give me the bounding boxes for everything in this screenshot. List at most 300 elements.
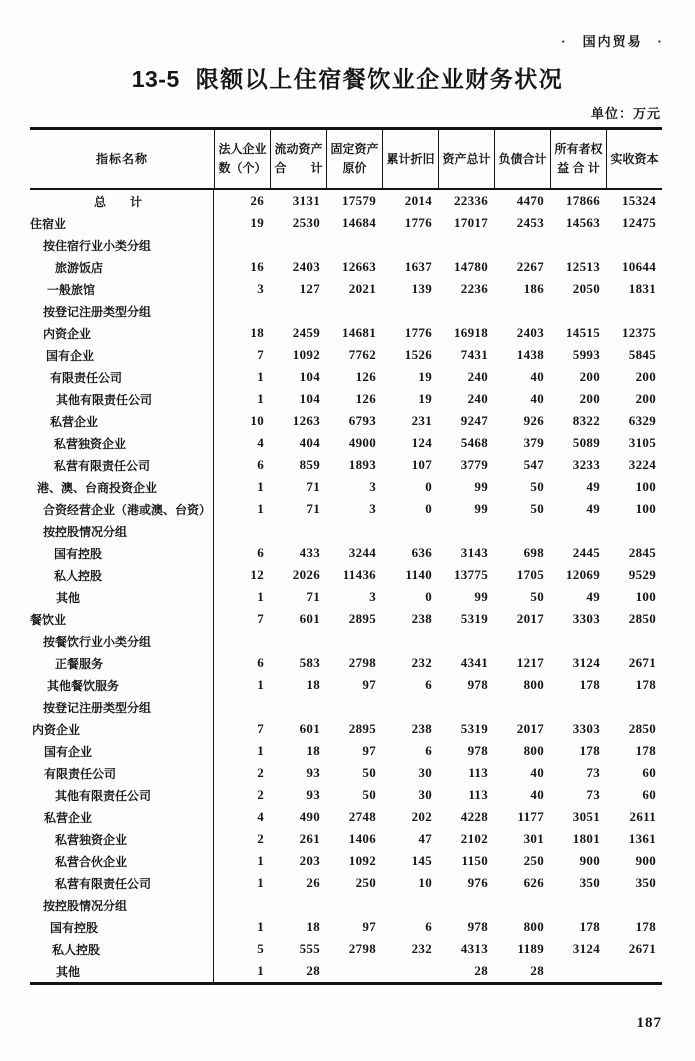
value-cell: 145 [411,853,432,868]
value-cell: 107 [411,457,432,472]
value-cell: 301 [523,831,544,846]
table-row [30,674,662,696]
value-cell: 1 [257,501,264,516]
value-cell: 7762 [348,347,376,362]
value-cell [326,300,382,322]
value-cell: 6 [425,919,432,934]
column-header-line: 流动资产 [274,142,323,157]
value-cell: 113 [468,787,488,802]
value-cell: 126 [355,391,376,406]
column-header-line: 固定资产 [330,142,379,157]
value-cell: 50 [530,589,544,604]
value-cell: 2014 [404,193,432,208]
value-cell: 73 [586,765,600,780]
row-label: 住宿业 [30,212,214,234]
value-cell: 2236 [460,281,488,296]
row-label: 私营企业 [30,410,214,432]
value-cell: 636 [411,545,432,560]
value-cell: 1526 [404,347,432,362]
value-cell: 1150 [461,853,488,868]
table-row [30,322,662,344]
value-cell: 3233 [572,457,600,472]
value-cell: 1 [257,963,264,978]
value-cell: 28 [474,963,488,978]
value-cell: 9529 [628,567,656,582]
row-label: 私营企业 [30,806,214,828]
value-cell: 4900 [348,435,376,450]
value-cell: 178 [579,677,600,692]
value-cell: 1406 [348,831,376,846]
value-cell: 126 [355,369,376,384]
value-cell: 71 [306,501,320,516]
value-cell [270,696,326,718]
row-label: 正餐服务 [30,652,214,674]
value-cell: 232 [411,941,432,956]
page-title [0,61,695,94]
row-label: 其他有限责任公司 [30,784,214,806]
row-label: 合资经营企业（港或澳、台资） [30,498,214,520]
column-header-line: 原价 [342,161,367,175]
value-cell: 3 [369,501,376,516]
value-cell [438,234,494,256]
value-cell: 800 [523,677,544,692]
value-cell: 0 [425,501,432,516]
row-label: 国有企业 [30,740,214,762]
column-header-line: 所有者权 [554,142,603,157]
value-cell: 1 [257,677,264,692]
value-cell: 3303 [572,721,600,736]
value-cell: 9247 [460,413,488,428]
value-cell: 698 [523,545,544,560]
value-cell: 6 [425,677,432,692]
value-cell [270,300,326,322]
value-cell: 231 [411,413,432,428]
value-cell: 1776 [404,325,432,340]
table-row [30,894,662,916]
value-cell: 1 [257,919,264,934]
unit-label: 单位：万元 [590,106,661,121]
value-cell: 12513 [566,259,600,274]
value-cell: 2017 [516,611,544,626]
value-cell: 978 [467,743,488,758]
row-label: 内资企业 [30,322,214,344]
value-cell: 16918 [454,325,488,340]
row-label: 私营合伙企业 [30,850,214,872]
column-header-line: 合 计 [274,161,323,175]
value-cell [606,300,662,322]
value-cell [382,696,438,718]
column-header [270,130,326,188]
table-row [30,234,662,256]
value-cell: 5319 [460,611,488,626]
value-cell [382,520,438,542]
column-header-line: 累计折旧 [386,151,435,166]
value-cell: 2 [257,831,264,846]
value-cell: 1831 [628,281,656,296]
value-cell: 1 [257,369,264,384]
row-label: 私营独资企业 [30,828,214,850]
value-cell: 2798 [348,655,376,670]
value-cell: 1 [257,743,264,758]
value-cell: 97 [362,919,376,934]
row-label: 总 计 [30,190,214,212]
value-cell [606,696,662,718]
value-cell: 93 [306,787,320,802]
value-cell: 178 [635,919,656,934]
value-cell: 900 [579,853,600,868]
value-cell [438,630,494,652]
value-cell: 12375 [622,325,656,340]
table-row [30,520,662,542]
value-cell [550,630,606,652]
value-cell: 2611 [629,809,656,824]
column-header [606,130,662,188]
value-cell: 4 [257,809,264,824]
value-cell [382,894,438,916]
table-row [30,256,662,278]
value-cell: 240 [467,391,488,406]
value-cell: 13775 [454,567,488,582]
value-cell: 124 [411,435,432,450]
value-cell: 490 [299,809,320,824]
value-cell: 601 [299,721,320,736]
value-cell: 97 [362,677,376,692]
value-cell: 350 [635,875,656,890]
value-cell: 3779 [460,457,488,472]
value-cell: 28 [306,963,320,978]
value-cell: 2 [257,787,264,802]
value-cell: 261 [299,831,320,846]
column-header-line: 数（个） [218,161,267,175]
value-cell: 5089 [572,435,600,450]
table-row [30,938,662,960]
table-row [30,476,662,498]
value-cell: 200 [579,391,600,406]
column-header-line: 指标名称 [95,151,148,166]
value-cell: 555 [299,941,320,956]
table-row [30,696,662,718]
value-cell: 17017 [454,215,488,230]
table-row [30,212,662,234]
value-cell: 71 [306,589,320,604]
value-cell: 17579 [342,193,376,208]
value-cell: 7 [257,721,264,736]
table-body [30,190,662,982]
value-cell: 19 [250,215,264,230]
table-row [30,410,662,432]
value-cell: 40 [530,765,544,780]
value-cell [326,696,382,718]
value-cell: 1801 [572,831,600,846]
row-label: 私营有限责任公司 [30,454,214,476]
value-cell: 10 [418,875,432,890]
value-cell [382,300,438,322]
value-cell: 2850 [628,611,656,626]
table-row [30,806,662,828]
value-cell: 3143 [460,545,488,560]
value-cell: 900 [635,853,656,868]
value-cell: 47 [418,831,432,846]
value-cell: 1776 [404,215,432,230]
value-cell: 7431 [460,347,488,362]
row-label: 按住宿行业小类分组 [30,234,214,256]
value-cell: 178 [635,677,656,692]
table-row [30,872,662,894]
value-cell: 6 [257,457,264,472]
value-cell: 202 [411,809,432,824]
value-cell: 1 [257,853,264,868]
value-cell: 26 [306,875,320,890]
value-cell: 22336 [454,193,488,208]
value-cell: 978 [467,919,488,934]
table-row [30,542,662,564]
table-row [30,960,662,982]
value-cell [550,960,606,982]
value-cell: 100 [635,479,656,494]
value-cell: 100 [635,589,656,604]
value-cell: 186 [523,281,544,296]
column-header [214,130,270,188]
value-cell: 49 [586,479,600,494]
row-label: 国有控股 [30,542,214,564]
row-label: 其他有限责任公司 [30,388,214,410]
value-cell: 800 [523,919,544,934]
row-label: 餐饮业 [30,608,214,630]
row-label: 有限责任公司 [30,762,214,784]
value-cell: 1 [257,479,264,494]
row-label: 按餐饮行业小类分组 [30,630,214,652]
value-cell [550,234,606,256]
table-row [30,190,662,212]
value-cell: 28 [530,963,544,978]
value-cell [438,520,494,542]
value-cell: 19 [418,391,432,406]
value-cell: 3303 [572,611,600,626]
value-cell: 1263 [292,413,320,428]
value-cell: 113 [468,765,488,780]
value-cell: 18 [306,743,320,758]
value-cell [494,234,550,256]
value-cell [326,520,382,542]
value-cell: 30 [418,765,432,780]
value-cell: 626 [523,875,544,890]
value-cell: 99 [474,501,488,516]
row-label: 国有控股 [30,916,214,938]
value-cell [550,696,606,718]
value-cell [550,520,606,542]
value-cell [326,894,382,916]
value-cell: 26 [250,193,264,208]
table-row [30,454,662,476]
table-row [30,432,662,454]
value-cell: 12069 [566,567,600,582]
row-label: 私营独资企业 [30,432,214,454]
column-header-line: 法人企业 [218,142,267,157]
value-cell: 139 [411,281,432,296]
value-cell: 60 [642,787,656,802]
value-cell: 238 [411,721,432,736]
value-cell: 60 [642,765,656,780]
table-row [30,828,662,850]
table-row [30,498,662,520]
value-cell: 49 [586,501,600,516]
value-cell: 2895 [348,721,376,736]
value-cell: 104 [299,391,320,406]
table-row [30,366,662,388]
value-cell: 99 [474,589,488,604]
value-cell: 0 [425,479,432,494]
value-cell: 5468 [460,435,488,450]
value-cell: 6 [257,545,264,560]
value-cell: 978 [467,677,488,692]
value-cell: 40 [530,391,544,406]
row-label: 一般旅馆 [30,278,214,300]
value-cell [438,300,494,322]
value-cell: 3105 [628,435,656,450]
value-cell [382,960,438,982]
value-cell: 178 [635,743,656,758]
value-cell: 14563 [566,215,600,230]
value-cell: 859 [299,457,320,472]
column-header [438,130,494,188]
table-row [30,608,662,630]
value-cell: 2453 [516,215,544,230]
value-cell: 97 [362,743,376,758]
table-row [30,630,662,652]
value-cell [214,234,270,256]
value-cell: 127 [299,281,320,296]
value-cell: 240 [467,369,488,384]
row-label: 其他 [30,586,214,608]
value-cell: 93 [306,765,320,780]
value-cell [438,894,494,916]
value-cell: 3 [257,281,264,296]
value-cell [214,520,270,542]
value-cell: 1177 [517,809,544,824]
value-cell: 1705 [516,567,544,582]
value-cell: 8322 [572,413,600,428]
value-cell: 5845 [628,347,656,362]
value-cell: 2845 [628,545,656,560]
column-header-indicator-name [30,130,214,188]
value-cell [326,234,382,256]
value-cell: 11436 [342,567,376,582]
value-cell: 1893 [348,457,376,472]
value-cell: 3 [369,589,376,604]
value-cell: 73 [586,787,600,802]
value-cell: 2102 [460,831,488,846]
value-cell: 6 [257,655,264,670]
table-row [30,740,662,762]
column-header-line: 益 合 计 [557,161,600,175]
value-cell: 2403 [292,259,320,274]
row-label: 旅游饭店 [30,256,214,278]
value-cell: 178 [579,743,600,758]
row-label: 私人控股 [30,938,214,960]
column-header [382,130,438,188]
value-cell: 71 [306,479,320,494]
value-cell: 200 [635,369,656,384]
value-cell: 1092 [292,347,320,362]
value-cell: 15324 [622,193,656,208]
row-label: 按控股情况分组 [30,520,214,542]
value-cell: 10644 [622,259,656,274]
value-cell: 18 [306,919,320,934]
table-row [30,344,662,366]
value-cell [270,894,326,916]
value-cell: 1 [257,875,264,890]
value-cell: 3224 [628,457,656,472]
value-cell: 3051 [572,809,600,824]
row-label: 私人控股 [30,564,214,586]
value-cell: 18 [306,677,320,692]
value-cell: 2017 [516,721,544,736]
value-cell: 19 [418,369,432,384]
value-cell: 2050 [572,281,600,296]
table-row [30,300,662,322]
value-cell: 250 [355,875,376,890]
value-cell: 800 [523,743,544,758]
column-header-line: 资产总计 [442,151,491,166]
table-row [30,564,662,586]
value-cell: 99 [474,479,488,494]
table-row [30,762,662,784]
table-number: 13-5 [131,66,180,92]
value-cell: 12663 [342,259,376,274]
row-label: 其他餐饮服务 [30,674,214,696]
value-cell: 2021 [348,281,376,296]
table-row [30,388,662,410]
value-cell [214,696,270,718]
value-cell [270,630,326,652]
value-cell: 2850 [628,721,656,736]
value-cell: 5319 [460,721,488,736]
table-header-row [30,130,662,190]
value-cell: 379 [523,435,544,450]
financial-table [30,127,662,985]
value-cell: 2403 [516,325,544,340]
value-cell [606,894,662,916]
value-cell: 2459 [292,325,320,340]
value-cell: 350 [579,875,600,890]
value-cell: 1217 [516,655,544,670]
table-row [30,784,662,806]
value-cell: 4470 [516,193,544,208]
value-cell [438,696,494,718]
value-cell: 3124 [572,941,600,956]
value-cell: 16 [250,259,264,274]
value-cell: 40 [530,369,544,384]
column-header-line: 实收资本 [610,151,659,166]
table-title-text: 限额以上住宿餐饮业企业财务状况 [195,66,564,92]
page-number: 187 [636,1015,662,1031]
value-cell: 30 [418,787,432,802]
value-cell: 178 [579,919,600,934]
value-cell: 601 [299,611,320,626]
table-row [30,850,662,872]
value-cell: 50 [362,765,376,780]
value-cell: 976 [467,875,488,890]
value-cell [606,960,662,982]
value-cell: 5993 [572,347,600,362]
value-cell: 404 [299,435,320,450]
value-cell: 14515 [566,325,600,340]
value-cell [550,300,606,322]
value-cell: 14780 [454,259,488,274]
value-cell: 4228 [460,809,488,824]
value-cell: 200 [635,391,656,406]
table-row [30,652,662,674]
